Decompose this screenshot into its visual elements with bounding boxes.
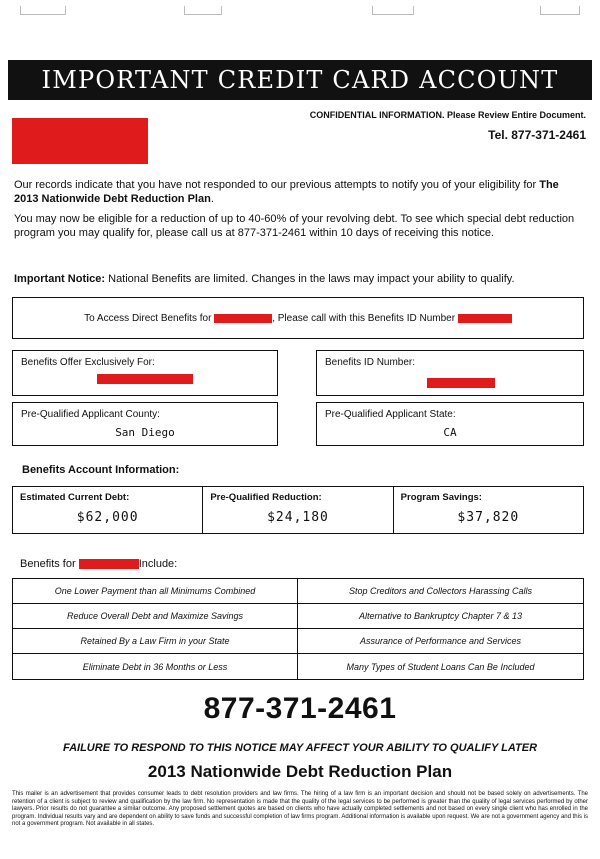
county-field — [12, 402, 278, 446]
paragraph-important — [14, 272, 586, 286]
important-label: Important Notice: — [14, 273, 106, 285]
plan-name: The 2013 Nationwide Debt Reduction Plan — [14, 179, 559, 205]
redacted-id — [458, 314, 512, 323]
benefit-item: Alternative to Bankruptcy Chapter 7 & 13 — [298, 604, 583, 629]
account-info-table — [12, 486, 584, 534]
benefits-id-field — [316, 350, 584, 396]
cell-label: Program Savings: — [400, 492, 482, 503]
benefit-item: One Lower Payment than all Minimums Combined — [13, 579, 298, 604]
access-benefits-box — [12, 297, 584, 339]
field-label: Pre-Qualified Applicant State: — [325, 409, 456, 420]
big-phone-number: 877-371-2461 — [203, 692, 397, 725]
important-text: National Benefits are limited. Changes in the laws may impact your ability to qualify. — [105, 273, 515, 285]
benefit-item: Stop Creditors and Collectors Harassing Calls — [298, 579, 583, 604]
confidential-note: CONFIDENTIAL INFORMATION. Please Review Entire Document. — [309, 110, 586, 120]
benefits-title-end: Include: — [138, 558, 178, 570]
state-value: CA — [443, 426, 457, 439]
registration-mark — [184, 6, 222, 15]
disclaimer: This mailer is an advertisement that provides consumer leads to debt resolution providers and law firms. The hiring of a law firm is an important decision and should not be based solely on advertisements. The retention of a client is subject to review and qualification by the law firm. No representation is made that the quality of the legal services to be performed is greater than the quality of legal services performed by other lawyers. Prior results do not guarantee a similar outcome. Any proposed settlement quotes are based on clients who have actually completed settlements and not based on every single client who has enrolled in the program. Individual results vary and are dependent on ability to save funds and successful completion of law firms program. Additional information is available upon request. We are not a government agency and this is not a government program. Not available in all states. — [12, 791, 588, 828]
banner-title: IMPORTANT CREDIT CARD ACCOUNT BENEFITS — [8, 60, 592, 100]
warning-text: FAILURE TO RESPOND TO THIS NOTICE MAY AFFECT YOUR ABILITY TO QUALIFY LATER — [62, 742, 538, 754]
paragraph-notice — [14, 178, 586, 206]
paragraph-eligibility: You may now be eligible for a reduction of up to 40-60% of your revolving debt. To see which special debt reduction program you may qualify for, please call us at 877-371-2461 within 10 days of receiving this notice. — [14, 213, 575, 239]
reduction-cell — [203, 487, 393, 533]
reduction-value: $24,180 — [267, 510, 329, 525]
cell-label: Pre-Qualified Reduction: — [210, 492, 322, 503]
benefits-grid — [12, 578, 584, 680]
benefit-item: Retained By a Law Firm in your State — [13, 629, 298, 654]
registration-mark — [540, 6, 580, 15]
registration-marks — [0, 6, 600, 16]
savings-value: $37,820 — [457, 510, 520, 525]
benefit-item: Assurance of Performance and Services — [298, 629, 583, 654]
plan-title: 2013 Nationwide Debt Reduction Plan — [147, 762, 453, 781]
paragraph-text: Our records indicate that you have not responded to our previous attempts to notify you of your eligibility for — [14, 179, 540, 191]
field-label: Pre-Qualified Applicant County: — [21, 409, 160, 420]
benefit-item: Reduce Overall Debt and Maximize Savings — [13, 604, 298, 629]
field-label: Benefits ID Number: — [325, 357, 416, 368]
account-info-title: Benefits Account Information: — [22, 464, 180, 476]
current-debt-cell — [13, 487, 203, 533]
savings-cell — [394, 487, 583, 533]
redacted-name — [214, 314, 272, 323]
redacted-benefits-id — [427, 378, 495, 388]
access-text: To Access Direct Benefits for — [84, 313, 215, 324]
redacted-offer-name — [97, 374, 193, 384]
cell-label: Estimated Current Debt: — [20, 492, 130, 503]
county-value: San Diego — [115, 426, 175, 439]
benefits-title — [20, 558, 177, 570]
offer-for-field — [12, 350, 278, 396]
redacted-recipient-name — [12, 118, 148, 164]
phone-header: Tel. 877-371-2461 — [488, 128, 586, 142]
field-label: Benefits Offer Exclusively For: — [21, 357, 155, 368]
access-text-2: , Please call with this Benefits ID Number — [272, 313, 458, 324]
benefits-title-start: Benefits for — [20, 558, 79, 570]
registration-mark — [20, 6, 66, 15]
current-debt-value: $62,000 — [76, 510, 139, 525]
benefit-item: Eliminate Debt in 36 Months or Less — [13, 654, 298, 679]
paragraph-end: . — [210, 193, 214, 205]
redacted-name — [79, 559, 139, 569]
state-field — [316, 402, 584, 446]
registration-mark — [372, 6, 414, 15]
benefit-item: Many Types of Student Loans Can Be Included — [346, 661, 535, 672]
